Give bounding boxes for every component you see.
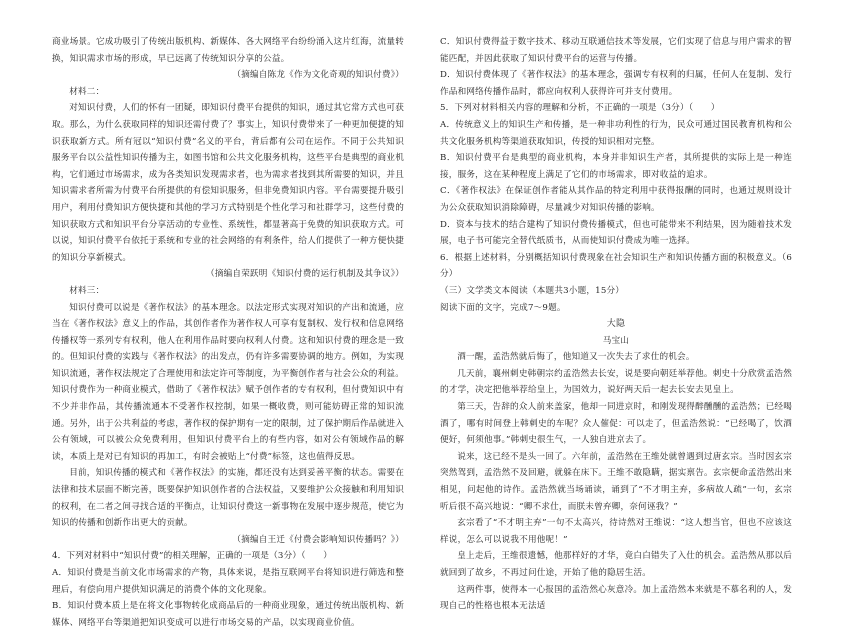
question-5-option-c: C．《著作权法》在保证创作者能从其作品的特定利用中获得报酬的同时，也通过规则设计为公众获取知识消除障碍，尽量减少对知识传播的影响。 <box>440 186 792 213</box>
question-4-option-c: C．知识付费得益于数字技术、移动互联通信技术等发展，它们实现了信息与用户需求的智能匹配，并因此获取了知识付费平台的运营与传播。 <box>440 37 792 64</box>
question-5-option-a: A．传统意义上的知识生产和传播，是一种非功利性的行为，民众可通过国民教育机构和公共文化服务机构等渠道获取知识，传授的知识相对完整。 <box>440 119 792 147</box>
story-title: 大隐 <box>606 319 626 330</box>
story-paragraph-1: 酒一醒，孟浩然就后悔了，他知道又一次失去了求仕的机会。 <box>457 352 695 363</box>
material-two-body: 对知识付费，人们的怀有一团疑，即知识付费平台提供的知识，通过其它常方式也可获取。那么，为什么获取同样的知识还需付费了？事实上，知识付费带来了一种更加便捷的知识获取新方式。所有冠以“知识付费”名义的平台，背后都有公司在运作。不同于公共知识服务平台以公益性知识传播为主，如图书馆和公共文化服务机构，这些平台是典型的商业机构，它们通过市场需求，成为各类知识发现需求者，也为需求者找到其所需要的知识，并且知识需求者所需为付费平台所提供的有偿知识服务，但非免费知识内容。平台需要提升吸引用户，利用付费知识方便快捷和其他的学习方式特别是个性化学习和社群学习，这些付费的知识获取方式和知识平台分享活动的专业性、系统性，都显著高于免费的知识获取方式。可以说，知识付费平台依托于系统和专业的社会网络的有利条件，给人们提供了一种方便快捷的知识分享新模式。 <box>52 103 404 263</box>
source-note-2: （摘编自荣跃明《知识付费的运行机制及其争议》） <box>206 269 404 280</box>
material-three-heading: 材料三： <box>69 285 105 296</box>
left-column <box>52 34 404 631</box>
section-three-heading: （三）文学类文本阅读（本题共3小题，15分） <box>440 285 625 296</box>
question-4-option-a: A．知识付费是当前文化市场需求的产物，具体来说，是指互联网平台将知识进行筛选和整理后，有偿向用户提供知识满足的消费个体的文化现象。 <box>52 568 404 595</box>
question-4-option-d: D．知识付费体现了《著作权法》的基本理念，强调专有权利的归属，任何人在复制、发行作品和网络传播作品时，都应向权利人获得许可并支付费用。 <box>440 70 792 97</box>
material-three-body-1: 知识付费可以说是《著作权法》的基本理念。以法定形式实现对知识的产出和流通，应当在《著作权法》意义上的作品，其创作者作为著作权人可享有复制权、发行权和信息网络传播权等一系列专有权利，他人在利用作品时要向权利人付费。这和知识付费的理念是一致的。但知识付费的实践与《著作权法》的出发点，仍有许多需要协调的地方。例如，为实现知识流通，著作权法规定了合理使用和法定许可等制度，为平衡创作者与社会公众的利益。知识付费作为一种商业模式，借助了《著作权法》赋予创作者的专有权利，但付费知识中有不少并非作品，其传播流通本不受著作权控制，如果一概收费，则可能妨碍正常的知识流通。另外，出于公共利益的考虑，著作权的保护期有一定的限制，过了保护期后作品就进入公有领域，可以被公众免费利用，但知识付费平台上的有些内容，如对公有领域作品的解读，本质上是对已有知识的再加工，有时会被贴上“付费”标签，这也值得反思。 <box>52 302 404 462</box>
story-paragraph-6: 皇上走后，王维很遗憾，他那样好的才华，竟白白错失了入仕的机会。孟浩然从那以后就回到了故乡，不再过问仕途，开始了他的隐居生活。 <box>440 551 792 578</box>
source-note-3: （摘编自王迁《付费会影响知识传播吗？》） <box>232 534 404 545</box>
section-three-intro: 阅读下面的文字，完成7～9题。 <box>440 302 566 313</box>
question-5: 5．下列对材料相关内容的理解和分析，不正确的一项是（3分）（ ） <box>440 103 720 114</box>
material-two-heading: 材料二： <box>69 86 105 97</box>
story-paragraph-2: 几天前，襄州刺史韩朝宗约孟浩然去长安，说是要向朝廷举荐他。刺史十分欣赏孟浩然的才学，决定把他举荐给皇上，为国效力，说好两天后一起去长安去见皇上。 <box>440 368 792 396</box>
story-paragraph-4: 说来，这已经不是头一回了。六年前，孟浩然在王维处就曾遇到过唐玄宗。当时因玄宗突然驾到，孟浩然不及回避，就躲在床下。王维不敢隐瞒，据实禀告。玄宗便命孟浩然出来相见，问起他的诗作。孟浩然就当场诵读，诵到了“不才明主弃，多病故人疏”一句，玄宗听后很不高兴地说：“卿不求仕，而朕未曾弃卿，奈何诬我？” <box>440 451 792 512</box>
story-paragraph-7: 这两件事，使得本一心报国的孟浩然心灰意冷。加上孟浩然本来就是不慕名利的人，发现自己的性格也根本无法适 <box>440 584 792 612</box>
story-author: 马宝山 <box>602 335 630 346</box>
story-paragraph-5: 玄宗看了“不才明主弃”一句不太高兴，待诗然对王维说：“这人想当官，但也不应该这样说，怎么可以说我不用他呢！” <box>440 518 792 545</box>
source-note-1: （摘编自陈龙《作为文化奇观的知识付费》） <box>232 70 404 81</box>
question-5-option-d: D．资本与技术的结合建构了知识付费传播模式，但也可能带来不利结果，因为随着技术发展，电子书可能完全替代纸质书，从而使知识付费成为唯一选择。 <box>440 219 792 247</box>
right-column <box>440 34 792 615</box>
question-6: 6．根据上述材料，分别概括知识付费现象在社会知识生产和知识传播方面的积极意义。（6分） <box>440 252 792 280</box>
story-paragraph-3: 第三天，告辞的众人前来盖家，他却一同进京时，和刚发现得醉醺醺的孟浩然；已经喝酒了，哪有时间登上韩刺史的车呢？众人催促：可以走了，但孟浩然说：“已经喝了，饮酒便好，何须他事。”韩刺史很生气，一人独自进京去了。 <box>440 402 792 446</box>
question-4-option-b: B．知识付费本质上是在将文化事物转化成商品后的一种商业现象，通过传统出版机构、新媒体、网络平台等渠道把知识变成可以进行市场交易的产品，以实现商业价值。 <box>52 601 404 628</box>
question-5-option-b: B．知识付费平台是典型的商业机构，本身并非知识生产者，其所提供的实际上是一种连接，服务，这在某种程度上满足了它们的市场需求，即对收益的追求。 <box>440 153 792 180</box>
material-three-body-2: 目前，知识传播的模式和《著作权法》的实施，都还没有达到妥善平衡的状态。需要在法律和技术层面不断完善，既要保护知识创作者的合法权益，又要维护公众接触和利用知识的权利，在二者之间寻找合适的平衡点，让知识付费这一新事物在发展中逐步规范，使它为知识的传播和创新作出更大的贡献。 <box>52 468 404 529</box>
question-4: 4．下列对材料中“知识付费”的相关理解，正确的一项是（3分）（ ） <box>52 551 333 562</box>
material-one-ending: 商业场景。它成功吸引了传统出版机构、新媒体、各大网络平台纷纷涌入这片红海，流量转换，知识需求市场的形成，早已远离了传统知识分享的公益。 <box>52 37 404 64</box>
